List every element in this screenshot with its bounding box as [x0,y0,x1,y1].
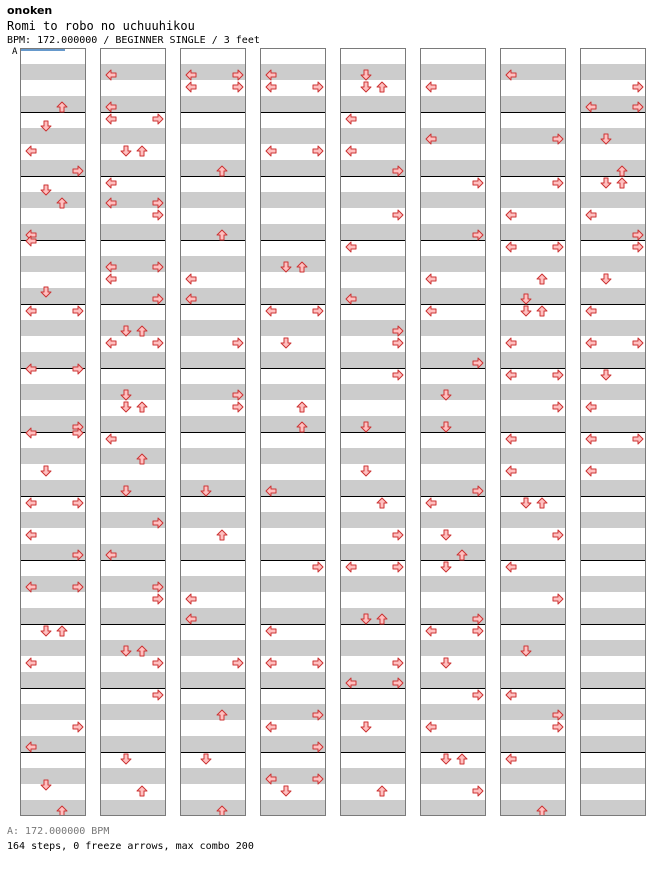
up-arrow-icon [56,197,68,209]
up-arrow-icon [536,305,548,317]
right-arrow-icon [632,433,644,445]
right-arrow-icon [232,69,244,81]
right-arrow-icon [392,529,404,541]
right-arrow-icon [472,177,484,189]
down-arrow-icon [120,401,132,413]
left-arrow-icon [345,561,357,573]
up-arrow-icon [56,625,68,637]
right-arrow-icon [552,177,564,189]
left-arrow-icon [265,625,277,637]
right-arrow-icon [72,165,84,177]
right-arrow-icon [152,337,164,349]
bpm-summary: A: 172.000000 BPM [7,826,110,837]
left-arrow-icon [105,433,117,445]
up-arrow-icon [216,805,228,816]
left-arrow-icon [425,133,437,145]
up-arrow-icon [296,421,308,433]
right-arrow-icon [552,401,564,413]
down-arrow-icon [360,421,372,433]
right-arrow-icon [552,133,564,145]
right-arrow-icon [392,677,404,689]
right-arrow-icon [72,721,84,733]
left-arrow-icon [345,293,357,305]
down-arrow-icon [360,69,372,81]
right-arrow-icon [152,197,164,209]
chart-column [20,48,86,816]
right-arrow-icon [552,709,564,721]
right-arrow-icon [392,369,404,381]
up-arrow-icon [616,177,628,189]
left-arrow-icon [25,235,37,247]
left-arrow-icon [25,581,37,593]
left-arrow-icon [585,101,597,113]
left-arrow-icon [105,261,117,273]
right-arrow-icon [232,389,244,401]
down-arrow-icon [40,779,52,791]
left-arrow-icon [585,433,597,445]
left-arrow-icon [105,197,117,209]
left-arrow-icon [425,305,437,317]
down-arrow-icon [440,657,452,669]
left-arrow-icon [25,363,37,375]
down-arrow-icon [600,133,612,145]
down-arrow-icon [120,485,132,497]
right-arrow-icon [472,229,484,241]
left-arrow-icon [505,209,517,221]
left-arrow-icon [585,401,597,413]
right-arrow-icon [632,241,644,253]
right-arrow-icon [312,657,324,669]
left-arrow-icon [585,465,597,477]
left-arrow-icon [25,145,37,157]
right-arrow-icon [552,529,564,541]
left-arrow-icon [345,145,357,157]
right-arrow-icon [152,689,164,701]
right-arrow-icon [72,497,84,509]
down-arrow-icon [200,753,212,765]
right-arrow-icon [312,741,324,753]
up-arrow-icon [296,401,308,413]
left-arrow-icon [425,721,437,733]
down-arrow-icon [440,529,452,541]
right-arrow-icon [472,357,484,369]
left-arrow-icon [105,549,117,561]
right-arrow-icon [552,721,564,733]
down-arrow-icon [360,465,372,477]
left-arrow-icon [105,69,117,81]
left-arrow-icon [505,465,517,477]
left-arrow-icon [505,433,517,445]
chart-column [500,48,566,816]
down-arrow-icon [40,625,52,637]
right-arrow-icon [312,773,324,785]
up-arrow-icon [56,805,68,816]
left-arrow-icon [185,273,197,285]
left-arrow-icon [265,305,277,317]
down-arrow-icon [120,145,132,157]
down-arrow-icon [600,369,612,381]
down-arrow-icon [40,184,52,196]
left-arrow-icon [265,145,277,157]
down-arrow-icon [520,305,532,317]
left-arrow-icon [425,497,437,509]
left-arrow-icon [505,753,517,765]
right-arrow-icon [632,229,644,241]
down-arrow-icon [600,273,612,285]
left-arrow-icon [585,305,597,317]
left-arrow-icon [25,741,37,753]
up-arrow-icon [536,497,548,509]
left-arrow-icon [105,101,117,113]
right-arrow-icon [152,657,164,669]
right-arrow-icon [152,593,164,605]
down-arrow-icon [120,645,132,657]
up-arrow-icon [216,529,228,541]
up-arrow-icon [136,453,148,465]
left-arrow-icon [265,657,277,669]
right-arrow-icon [72,427,84,439]
down-arrow-icon [440,561,452,573]
left-arrow-icon [105,113,117,125]
right-arrow-icon [392,657,404,669]
left-arrow-icon [505,337,517,349]
down-arrow-icon [200,485,212,497]
left-arrow-icon [585,209,597,221]
down-arrow-icon [360,721,372,733]
up-arrow-icon [456,753,468,765]
up-arrow-icon [536,273,548,285]
left-arrow-icon [105,337,117,349]
right-arrow-icon [152,293,164,305]
up-arrow-icon [136,645,148,657]
left-arrow-icon [505,369,517,381]
right-arrow-icon [312,81,324,93]
up-arrow-icon [216,165,228,177]
right-arrow-icon [232,657,244,669]
left-arrow-icon [185,293,197,305]
left-arrow-icon [25,529,37,541]
chart-info: BPM: 172.000000 / BEGINNER SINGLE / 3 feet [7,35,260,46]
section-marker: A [12,47,18,57]
right-arrow-icon [472,785,484,797]
right-arrow-icon [152,209,164,221]
up-arrow-icon [376,785,388,797]
right-arrow-icon [552,369,564,381]
right-arrow-icon [152,581,164,593]
right-arrow-icon [392,209,404,221]
down-arrow-icon [360,613,372,625]
left-arrow-icon [265,69,277,81]
right-arrow-icon [72,549,84,561]
up-arrow-icon [616,165,628,177]
up-arrow-icon [296,261,308,273]
down-arrow-icon [440,421,452,433]
author-name: onoken [7,4,53,17]
left-arrow-icon [505,69,517,81]
down-arrow-icon [280,337,292,349]
chart-column [580,48,646,816]
right-arrow-icon [392,165,404,177]
up-arrow-icon [456,549,468,561]
left-arrow-icon [265,773,277,785]
left-arrow-icon [25,427,37,439]
right-arrow-icon [312,145,324,157]
left-arrow-icon [505,689,517,701]
right-arrow-icon [72,363,84,375]
down-arrow-icon [120,325,132,337]
up-arrow-icon [376,497,388,509]
right-arrow-icon [312,305,324,317]
right-arrow-icon [392,337,404,349]
up-arrow-icon [536,805,548,816]
up-arrow-icon [216,709,228,721]
left-arrow-icon [505,561,517,573]
right-arrow-icon [632,337,644,349]
up-arrow-icon [136,401,148,413]
right-arrow-icon [632,101,644,113]
left-arrow-icon [425,81,437,93]
right-arrow-icon [472,613,484,625]
right-arrow-icon [312,561,324,573]
right-arrow-icon [152,113,164,125]
down-arrow-icon [120,389,132,401]
down-arrow-icon [40,465,52,477]
down-arrow-icon [520,293,532,305]
up-arrow-icon [136,785,148,797]
down-arrow-icon [440,389,452,401]
left-arrow-icon [345,677,357,689]
down-arrow-icon [40,120,52,132]
up-arrow-icon [136,325,148,337]
left-arrow-icon [185,593,197,605]
left-arrow-icon [105,177,117,189]
up-arrow-icon [376,613,388,625]
right-arrow-icon [152,261,164,273]
down-arrow-icon [360,81,372,93]
chart-column [100,48,166,816]
song-title: Romi to robo no uchuuhikou [7,19,195,33]
left-arrow-icon [345,241,357,253]
chart-column [340,48,406,816]
left-arrow-icon [25,305,37,317]
right-arrow-icon [552,241,564,253]
left-arrow-icon [105,273,117,285]
down-arrow-icon [280,785,292,797]
left-arrow-icon [425,625,437,637]
right-arrow-icon [472,485,484,497]
right-arrow-icon [72,581,84,593]
right-arrow-icon [472,625,484,637]
down-arrow-icon [600,177,612,189]
down-arrow-icon [520,645,532,657]
step-summary: 164 steps, 0 freeze arrows, max combo 200 [7,841,254,852]
right-arrow-icon [392,561,404,573]
left-arrow-icon [425,273,437,285]
left-arrow-icon [585,337,597,349]
chart-column [260,48,326,816]
left-arrow-icon [25,497,37,509]
left-arrow-icon [265,81,277,93]
right-arrow-icon [312,709,324,721]
down-arrow-icon [520,497,532,509]
left-arrow-icon [265,485,277,497]
right-arrow-icon [472,689,484,701]
down-arrow-icon [440,753,452,765]
chart-column [180,48,246,816]
up-arrow-icon [376,81,388,93]
down-arrow-icon [280,261,292,273]
up-arrow-icon [216,229,228,241]
left-arrow-icon [345,113,357,125]
chart-column [420,48,486,816]
down-arrow-icon [40,286,52,298]
right-arrow-icon [232,337,244,349]
left-arrow-icon [505,241,517,253]
left-arrow-icon [25,657,37,669]
right-arrow-icon [152,517,164,529]
left-arrow-icon [185,81,197,93]
up-arrow-icon [136,145,148,157]
right-arrow-icon [392,325,404,337]
right-arrow-icon [632,81,644,93]
left-arrow-icon [265,721,277,733]
left-arrow-icon [185,69,197,81]
left-arrow-icon [185,613,197,625]
up-arrow-icon [56,101,68,113]
right-arrow-icon [72,305,84,317]
right-arrow-icon [232,401,244,413]
down-arrow-icon [120,753,132,765]
right-arrow-icon [232,81,244,93]
right-arrow-icon [552,593,564,605]
